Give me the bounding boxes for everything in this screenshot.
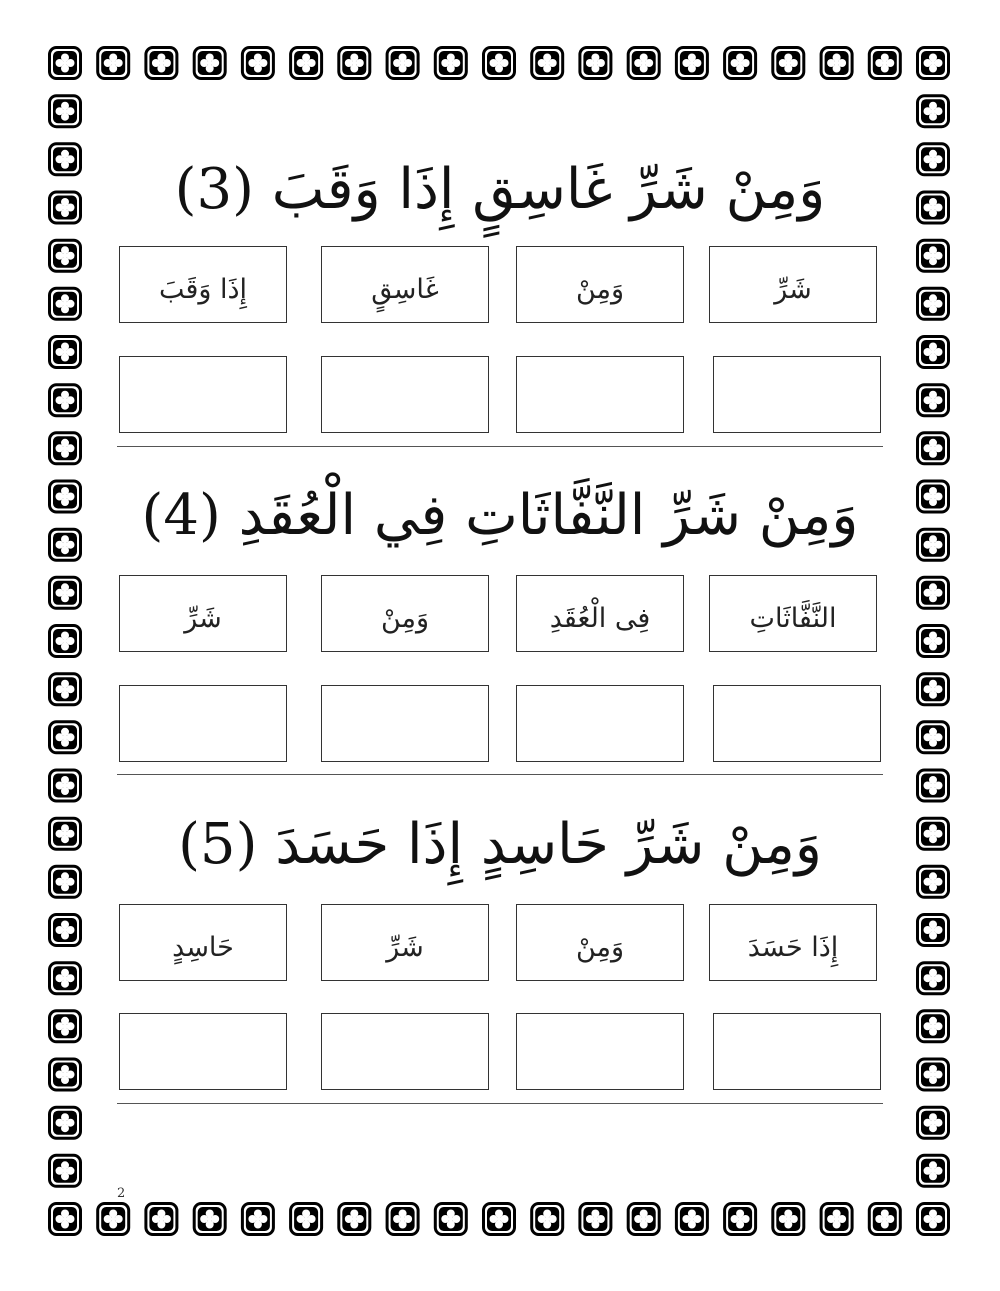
flower-tile-icon [725, 1204, 756, 1235]
word-card[interactable]: فِى الْعُقَدِ [516, 575, 684, 652]
flower-tile-icon [869, 1204, 900, 1235]
flower-tile-icon [918, 433, 949, 464]
word-card[interactable]: شَرِّ [119, 575, 287, 652]
flower-tile-icon [918, 722, 949, 753]
answer-box[interactable] [119, 685, 287, 762]
flower-tile-icon [918, 577, 949, 608]
answer-box[interactable] [119, 356, 287, 433]
flower-tile-icon [628, 48, 659, 79]
flower-tile-icon [918, 818, 949, 849]
word-card[interactable]: شَرِّ [321, 904, 489, 981]
word-card[interactable]: وَمِنْ [516, 246, 684, 323]
flower-tile-icon [50, 866, 81, 897]
flower-tile-icon [50, 818, 81, 849]
flower-tile-icon [773, 48, 804, 79]
verse-3: وَمِنْ شَرِّ غَاسِقٍ إِذَا وَقَبَ (3) [174, 157, 826, 222]
answer-box[interactable] [516, 356, 684, 433]
flower-tile-icon [387, 48, 418, 79]
flower-tile-icon [869, 48, 900, 79]
page-number: 2 [117, 1186, 126, 1201]
flower-tile-icon [50, 1155, 81, 1186]
flower-tile-icon [918, 1059, 949, 1090]
flower-tile-icon [918, 385, 949, 416]
flower-tile-icon [918, 48, 949, 79]
flower-tile-icon [918, 1011, 949, 1042]
flower-tile-icon [291, 1204, 322, 1235]
flower-tile-icon [435, 48, 466, 79]
flower-tile-icon [918, 240, 949, 271]
flower-tile-icon [918, 481, 949, 512]
flower-tile-icon [580, 1204, 611, 1235]
word-card[interactable]: وَمِنْ [516, 904, 684, 981]
flower-tile-icon [50, 674, 81, 705]
flower-tile-icon [918, 626, 949, 657]
flower-tile-icon [50, 963, 81, 994]
flower-tile-icon [242, 1204, 273, 1235]
flower-tile-icon [918, 288, 949, 319]
flower-tile-icon [50, 96, 81, 127]
answer-box[interactable] [321, 356, 489, 433]
flower-tile-icon [291, 48, 322, 79]
flower-tile-icon [918, 144, 949, 175]
flower-tile-icon [339, 1204, 370, 1235]
flower-tile-icon [50, 915, 81, 946]
word-card[interactable]: إِذَا حَسَدَ [709, 904, 877, 981]
flower-tile-icon [918, 1155, 949, 1186]
flower-tile-icon [918, 674, 949, 705]
flower-tile-icon [918, 1107, 949, 1138]
flower-tile-icon [50, 385, 81, 416]
flower-tile-icon [918, 1204, 949, 1235]
flower-tile-icon [676, 48, 707, 79]
flower-tile-icon [50, 1059, 81, 1090]
word-card[interactable]: إِذَا وَقَبَ [119, 246, 287, 323]
flower-tile-icon [50, 433, 81, 464]
flower-tile-icon [50, 144, 81, 175]
flower-tile-icon [821, 1204, 852, 1235]
word-card[interactable]: وَمِنْ [321, 575, 489, 652]
word-card[interactable]: شَرِّ [709, 246, 877, 323]
flower-tile-icon [918, 866, 949, 897]
flower-tile-icon [339, 48, 370, 79]
flower-tile-icon [50, 192, 81, 223]
flower-tile-icon [532, 1204, 563, 1235]
flower-tile-icon [918, 337, 949, 368]
flower-tile-icon [484, 48, 515, 79]
flower-tile-icon [387, 1204, 418, 1235]
flower-tile-icon [194, 1204, 225, 1235]
answer-box[interactable] [516, 1013, 684, 1090]
flower-tile-icon [918, 915, 949, 946]
answer-box[interactable] [119, 1013, 287, 1090]
flower-tile-icon [918, 192, 949, 223]
flower-tile-icon [50, 240, 81, 271]
flower-tile-icon [918, 770, 949, 801]
verse-5: وَمِنْ شَرِّ حَاسِدٍ إِذَا حَسَدَ (5) [178, 812, 822, 877]
answer-box[interactable] [713, 356, 881, 433]
flower-tile-icon [676, 1204, 707, 1235]
answer-box[interactable] [713, 685, 881, 762]
flower-tile-icon [194, 48, 225, 79]
flower-tile-icon [484, 1204, 515, 1235]
flower-tile-icon [50, 722, 81, 753]
flower-tile-icon [50, 577, 81, 608]
answer-box[interactable] [321, 1013, 489, 1090]
word-card[interactable]: حَاسِدٍ [119, 904, 287, 981]
flower-tile-icon [725, 48, 756, 79]
flower-tile-icon [532, 48, 563, 79]
flower-tile-icon [50, 48, 81, 79]
flower-tile-icon [146, 48, 177, 79]
word-card[interactable]: غَاسِقٍ [321, 246, 489, 323]
flower-tile-icon [50, 529, 81, 560]
flower-tile-icon [50, 770, 81, 801]
flower-tile-icon [580, 48, 611, 79]
flower-tile-icon [50, 1204, 81, 1235]
word-card[interactable]: النَّفَّاثَاتِ [709, 575, 877, 652]
flower-tile-icon [50, 337, 81, 368]
flower-tile-icon [435, 1204, 466, 1235]
flower-tile-icon [50, 1011, 81, 1042]
answer-box[interactable] [321, 685, 489, 762]
flower-tile-icon [98, 48, 129, 79]
flower-tile-icon [50, 288, 81, 319]
answer-box[interactable] [713, 1013, 881, 1090]
flower-tile-icon [146, 1204, 177, 1235]
flower-tile-icon [773, 1204, 804, 1235]
section-divider [117, 1103, 883, 1104]
section-divider [117, 774, 883, 775]
flower-tile-icon [50, 626, 81, 657]
flower-tile-icon [98, 1204, 129, 1235]
flower-tile-icon [242, 48, 273, 79]
flower-tile-icon [918, 529, 949, 560]
flower-tile-icon [50, 481, 81, 512]
flower-tile-icon [821, 48, 852, 79]
section-divider [117, 446, 883, 447]
flower-tile-icon [628, 1204, 659, 1235]
flower-tile-icon [918, 96, 949, 127]
answer-box[interactable] [516, 685, 684, 762]
flower-tile-icon [918, 963, 949, 994]
verse-4: وَمِنْ شَرِّ النَّفَّاثَاتِ فِي الْعُقَدِ (4) [141, 483, 859, 548]
flower-tile-icon [50, 1107, 81, 1138]
